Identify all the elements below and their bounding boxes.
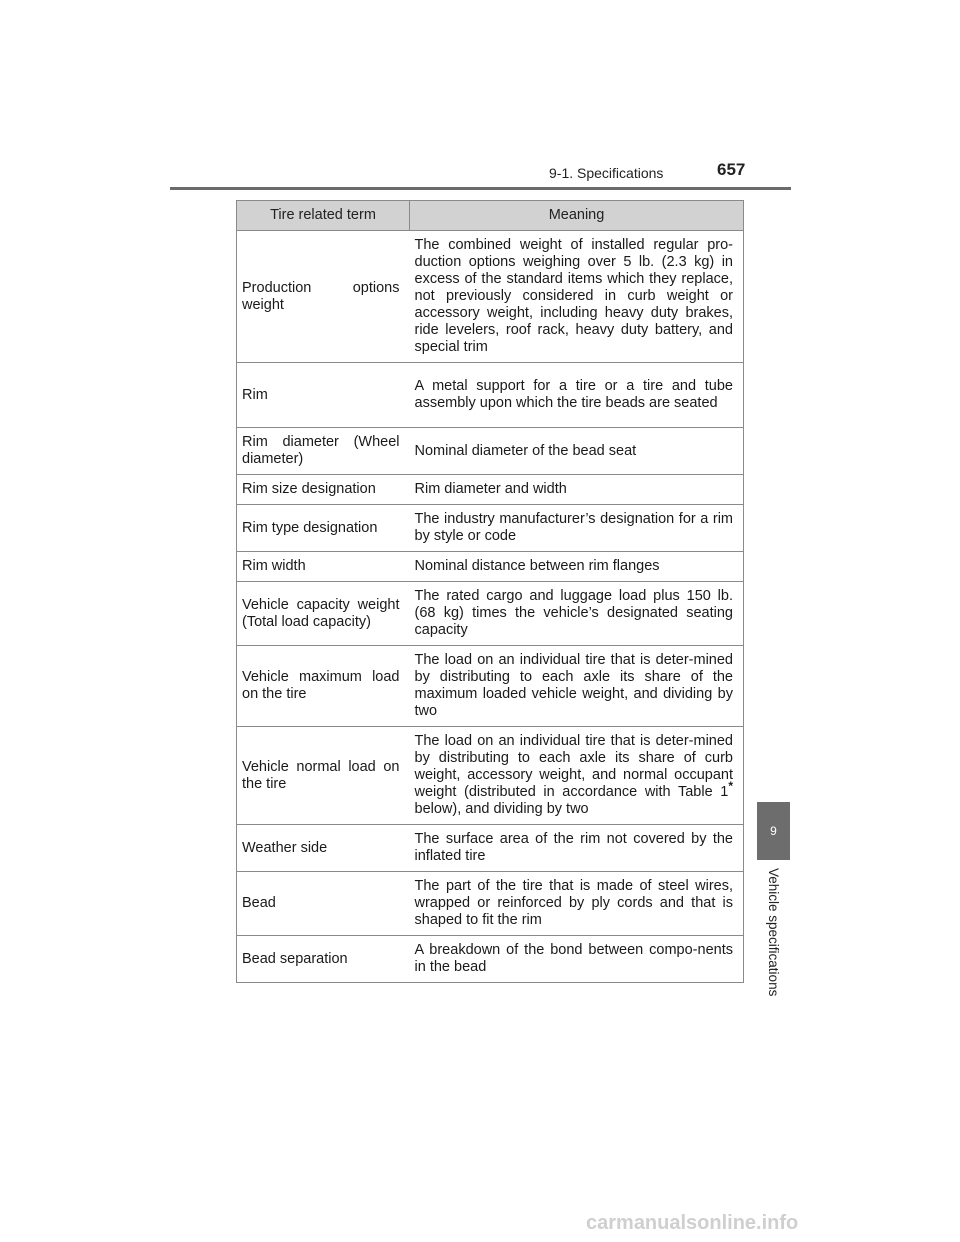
chapter-number: 9: [770, 824, 777, 838]
table-row: [237, 363, 744, 428]
meaning-cell: A breakdown of the bond between compo-nents in the bead: [410, 936, 744, 983]
table-row: [237, 552, 744, 582]
section-title: 9-1. Specifications: [549, 165, 664, 181]
term-cell: Rim width: [237, 552, 410, 582]
term-cell: Rim type designation: [237, 505, 410, 552]
footnote-marker: *: [728, 779, 733, 794]
meaning-cell: Nominal distance between rim flanges: [410, 552, 744, 582]
chapter-tab: [757, 802, 790, 860]
meaning-text: below), and dividing by two: [414, 801, 589, 817]
term-cell: Rim size designation: [237, 475, 410, 505]
meaning-cell: The rated cargo and luggage load plus 150 lb. (68 kg) times the vehicle’s designated seating capacity: [410, 582, 744, 646]
page-number: 657: [717, 160, 746, 179]
term-cell: Rim diameter (Wheel diameter): [237, 428, 410, 475]
meaning-cell: [410, 727, 744, 825]
table-row: [237, 582, 744, 646]
table-row: [237, 646, 744, 727]
table-row: [237, 475, 744, 505]
meaning-cell: The industry manufacturer’s designation for a rim by style or code: [410, 505, 744, 552]
meaning-cell: Rim diameter and width: [410, 475, 744, 505]
table-row: [237, 936, 744, 983]
table-row: [237, 428, 744, 475]
column-header-term: Tire related term: [237, 201, 410, 231]
term-cell: Weather side: [237, 825, 410, 872]
table-row: [237, 505, 744, 552]
table-row: [237, 727, 744, 825]
table-row: [237, 231, 744, 363]
term-cell: Rim: [237, 363, 410, 428]
table-header-row: [237, 201, 744, 231]
term-cell: Production options weight: [237, 231, 410, 363]
watermark-text: carmanualsonline.info: [586, 1212, 799, 1234]
term-cell: Bead: [237, 872, 410, 936]
column-header-meaning: Meaning: [410, 201, 744, 231]
table-row: [237, 825, 744, 872]
meaning-text: The load on an individual tire that is deter-mined by distributing to each axle its share of curb weight, accessory weight, and normal occupant weight (distributed in accordance with Table 1: [414, 733, 733, 800]
header-divider: [170, 187, 791, 190]
meaning-cell: The part of the tire that is made of steel wires, wrapped or reinforced by ply cords and that is shaped to fit the rim: [410, 872, 744, 936]
tire-terms-table: [236, 200, 744, 983]
meaning-cell: The combined weight of installed regular pro-duction options weighing over 5 lb. (2.3 kg) in excess of the standard items which they replace, not previously considered in curb weight or accessory weight, including heavy duty brakes, ride levelers, roof rack, heavy duty battery, and special trim: [410, 231, 744, 363]
term-cell: Vehicle normal load on the tire: [237, 727, 410, 825]
meaning-cell: Nominal diameter of the bead seat: [410, 428, 744, 475]
meaning-cell: The surface area of the rim not covered by the inflated tire: [410, 825, 744, 872]
term-cell: Vehicle capacity weight (Total load capacity): [237, 582, 410, 646]
meaning-cell: The load on an individual tire that is deter-mined by distributing to each axle its share of the maximum loaded vehicle weight, and dividing by two: [410, 646, 744, 727]
term-cell: Bead separation: [237, 936, 410, 983]
meaning-cell: A metal support for a tire or a tire and tube assembly upon which the tire beads are seated: [410, 363, 744, 428]
term-cell: Vehicle maximum load on the tire: [237, 646, 410, 727]
table-row: [237, 872, 744, 936]
chapter-label: Vehicle specifications: [766, 868, 781, 997]
